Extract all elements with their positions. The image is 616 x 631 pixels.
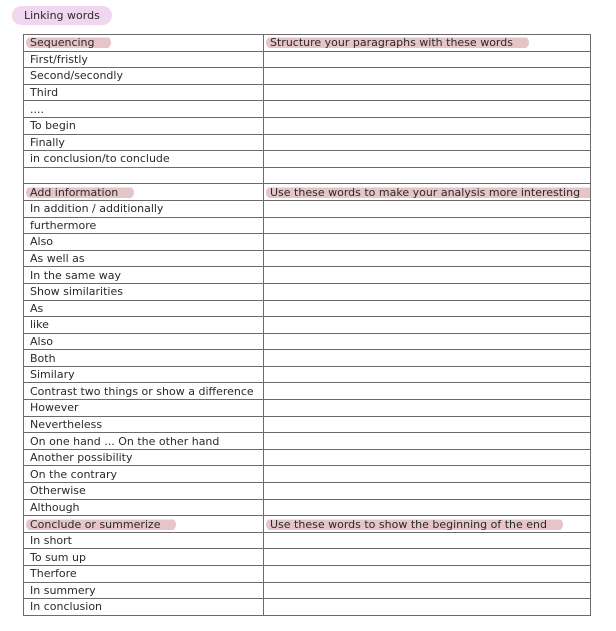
section-note-cell: [264, 35, 591, 52]
table-row: [24, 549, 591, 566]
table-row: [24, 234, 591, 251]
empty-notes-cell[interactable]: [264, 317, 591, 334]
section-heading-cell: [24, 184, 264, 201]
table-row: [24, 366, 591, 383]
empty-notes-cell[interactable]: [264, 250, 591, 267]
table-row: [24, 566, 591, 583]
table-row: [24, 499, 591, 516]
section-header-row: [24, 184, 591, 201]
linking-word-cell: However: [24, 400, 264, 417]
table-row: [24, 51, 591, 68]
empty-notes-cell[interactable]: [264, 68, 591, 85]
section-note: Structure your paragraphs with these words: [266, 36, 529, 49]
empty-notes-cell[interactable]: [264, 350, 591, 367]
empty-notes-cell[interactable]: [264, 267, 591, 284]
empty-notes-cell[interactable]: [264, 300, 591, 317]
linking-word-cell: [24, 167, 264, 184]
table-row: [24, 217, 591, 234]
linking-word-cell: Although: [24, 499, 264, 516]
linking-word-cell: In addition / additionally: [24, 200, 264, 217]
table-row: [24, 449, 591, 466]
linking-word-cell: in conclusion/to conclude: [24, 151, 264, 168]
empty-notes-cell[interactable]: [264, 167, 591, 184]
linking-word-cell: Otherwise: [24, 483, 264, 500]
empty-notes-cell[interactable]: [264, 366, 591, 383]
empty-notes-cell[interactable]: [264, 217, 591, 234]
linking-words-table: [23, 34, 591, 616]
section-header-row: [24, 516, 591, 533]
empty-notes-cell[interactable]: [264, 200, 591, 217]
empty-notes-cell[interactable]: [264, 466, 591, 483]
table-row: [24, 466, 591, 483]
linking-word-cell: In conclusion: [24, 599, 264, 616]
linking-word-cell: Similary: [24, 366, 264, 383]
empty-notes-cell[interactable]: [264, 51, 591, 68]
linking-word-cell: Finally: [24, 134, 264, 151]
empty-notes-cell[interactable]: [264, 483, 591, 500]
table-row: [24, 117, 591, 134]
table-row: [24, 200, 591, 217]
empty-notes-cell[interactable]: [264, 566, 591, 583]
empty-notes-cell[interactable]: [264, 449, 591, 466]
linking-word-cell: To sum up: [24, 549, 264, 566]
linking-word-cell: To begin: [24, 117, 264, 134]
linking-word-cell: Also: [24, 333, 264, 350]
table-row: [24, 283, 591, 300]
table-row: [24, 582, 591, 599]
section-heading: Conclude or summerize: [26, 518, 176, 531]
empty-notes-cell[interactable]: [264, 333, 591, 350]
section-note: Use these words to make your analysis more interesting: [266, 186, 591, 199]
linking-words-body: [24, 35, 591, 616]
linking-word-cell: As well as: [24, 250, 264, 267]
linking-word-cell: First/fristly: [24, 51, 264, 68]
empty-notes-cell[interactable]: [264, 101, 591, 118]
empty-notes-cell[interactable]: [264, 549, 591, 566]
empty-notes-cell[interactable]: [264, 151, 591, 168]
linking-word-cell: On one hand ... On the other hand: [24, 433, 264, 450]
linking-word-cell: On the contrary: [24, 466, 264, 483]
empty-notes-cell[interactable]: [264, 532, 591, 549]
section-note-cell: [264, 184, 591, 201]
linking-word-cell: In short: [24, 532, 264, 549]
linking-word-cell: Nevertheless: [24, 416, 264, 433]
table-row: [24, 68, 591, 85]
linking-word-cell: furthermore: [24, 217, 264, 234]
section-heading: Sequencing: [26, 36, 111, 49]
empty-notes-cell[interactable]: [264, 84, 591, 101]
empty-notes-cell[interactable]: [264, 433, 591, 450]
page-title: Linking words: [12, 6, 112, 25]
linking-word-cell: In summery: [24, 582, 264, 599]
table-row: [24, 134, 591, 151]
empty-notes-cell[interactable]: [264, 499, 591, 516]
empty-notes-cell[interactable]: [264, 117, 591, 134]
section-heading-cell: [24, 516, 264, 533]
section-heading: Add information: [26, 186, 134, 199]
table-row: [24, 84, 591, 101]
linking-word-cell: Third: [24, 84, 264, 101]
linking-word-cell: Another possibility: [24, 449, 264, 466]
table-row: [24, 433, 591, 450]
linking-word-cell: ....: [24, 101, 264, 118]
table-row: [24, 101, 591, 118]
table-row: [24, 317, 591, 334]
table-row: [24, 300, 591, 317]
linking-word-cell: Also: [24, 234, 264, 251]
linking-word-cell: Therfore: [24, 566, 264, 583]
linking-word-cell: like: [24, 317, 264, 334]
table-row: [24, 400, 591, 417]
linking-word-cell: Second/secondly: [24, 68, 264, 85]
table-row: [24, 599, 591, 616]
linking-word-cell: Contrast two things or show a difference: [24, 383, 264, 400]
empty-notes-cell[interactable]: [264, 582, 591, 599]
section-note: Use these words to show the beginning of the end: [266, 518, 563, 531]
empty-notes-cell[interactable]: [264, 283, 591, 300]
linking-word-cell: As: [24, 300, 264, 317]
table-row: [24, 383, 591, 400]
table-row: [24, 350, 591, 367]
section-heading-cell: [24, 35, 264, 52]
linking-word-cell: In the same way: [24, 267, 264, 284]
table-row: [24, 416, 591, 433]
empty-notes-cell[interactable]: [264, 383, 591, 400]
empty-notes-cell[interactable]: [264, 234, 591, 251]
linking-word-cell: Show similarities: [24, 283, 264, 300]
empty-notes-cell[interactable]: [264, 400, 591, 417]
table-row: [24, 333, 591, 350]
table-row: [24, 483, 591, 500]
section-note-cell: [264, 516, 591, 533]
table-row: [24, 167, 591, 184]
linking-word-cell: Both: [24, 350, 264, 367]
table-row: [24, 250, 591, 267]
table-row: [24, 151, 591, 168]
empty-notes-cell[interactable]: [264, 416, 591, 433]
section-header-row: [24, 35, 591, 52]
empty-notes-cell[interactable]: [264, 599, 591, 616]
table-row: [24, 267, 591, 284]
table-row: [24, 532, 591, 549]
empty-notes-cell[interactable]: [264, 134, 591, 151]
